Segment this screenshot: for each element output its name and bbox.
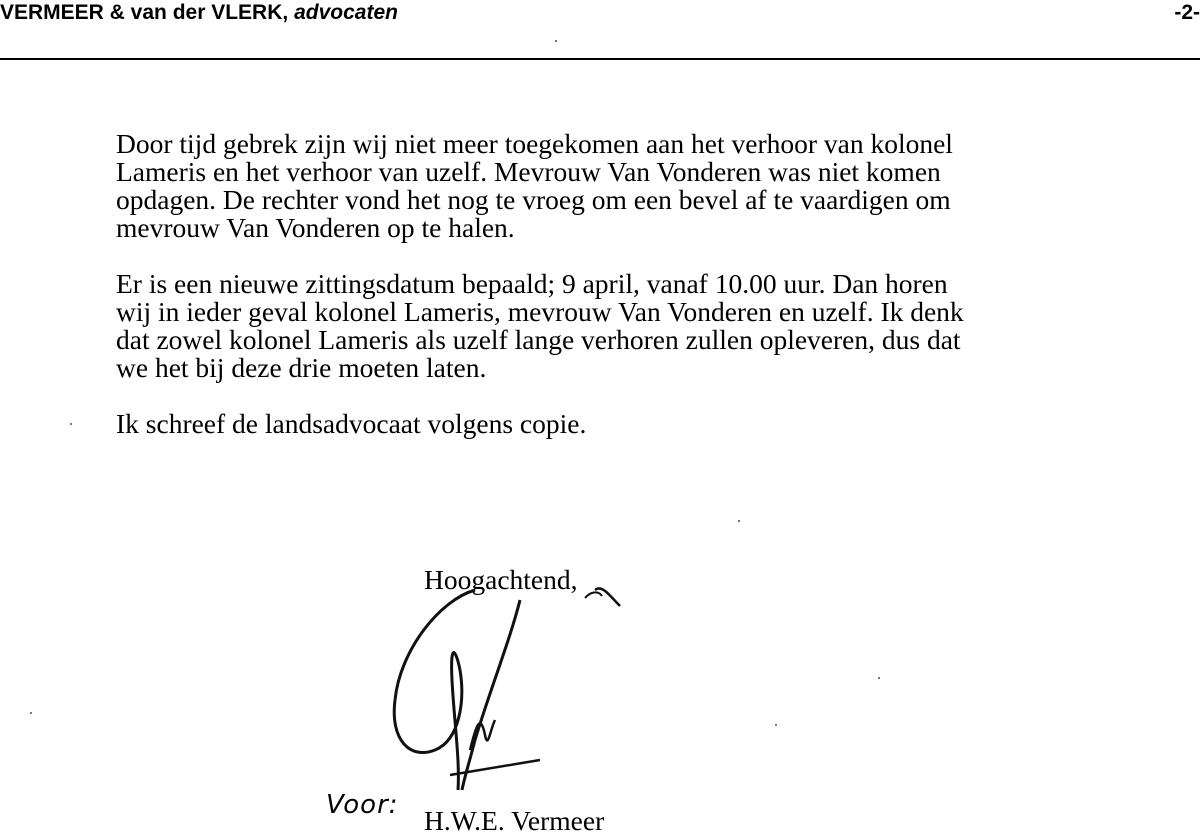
paragraph-2-line: wij in ieder geval kolonel Lameris, mevrouw Van Vonderen en uzelf. Ik denk	[116, 296, 964, 327]
paragraph-2-line: Er is een nieuwe zittingsdatum bepaald; 9 april, vanaf 10.00 uur. Dan horen	[116, 268, 948, 299]
paragraph-2-line: dat zowel kolonel Lameris als uzelf lange verhoren zullen opleveren, dus dat	[116, 324, 961, 355]
paragraph-1	[116, 130, 1192, 242]
scan-speck	[555, 40, 557, 42]
letter-body	[116, 130, 1192, 466]
signatory-name: H.W.E. Vermeer	[424, 805, 605, 836]
paragraph-2	[116, 270, 1192, 382]
paragraph-1-line: mevrouw Van Vonderen op te halen.	[116, 212, 515, 243]
letterhead	[0, 0, 1200, 30]
handwritten-signature	[380, 560, 640, 820]
scan-speck	[70, 423, 72, 425]
firm-name-text: VERMEER & van der VLERK,	[0, 1, 289, 24]
firm-name	[0, 0, 398, 27]
scan-speck	[30, 712, 32, 714]
scan-speck	[775, 724, 777, 726]
header-divider	[0, 58, 1200, 60]
page-number: -2-	[1174, 1, 1200, 24]
paragraph-2-line: we het bij deze drie moeten laten.	[116, 352, 487, 383]
firm-suffix: advocaten	[294, 1, 398, 24]
paragraph-3	[116, 410, 1192, 438]
scan-speck	[878, 677, 880, 679]
scan-speck	[738, 520, 740, 522]
salutation: Hoogachtend,	[424, 564, 578, 595]
paragraph-1-line: opdagen. De rechter vond het nog te vroeg om een bevel af te vaardigen om	[116, 184, 951, 215]
signed-for-label: Voor:	[326, 790, 399, 820]
paragraph-3-line: Ik schreef de landsadvocaat volgens copie.	[116, 408, 587, 439]
paragraph-1-line: Door tijd gebrek zijn wij niet meer toegekomen aan het verhoor van kolonel	[116, 128, 953, 159]
paragraph-1-line: Lameris en het verhoor van uzelf. Mevrouw Van Vonderen was niet komen	[116, 156, 941, 187]
